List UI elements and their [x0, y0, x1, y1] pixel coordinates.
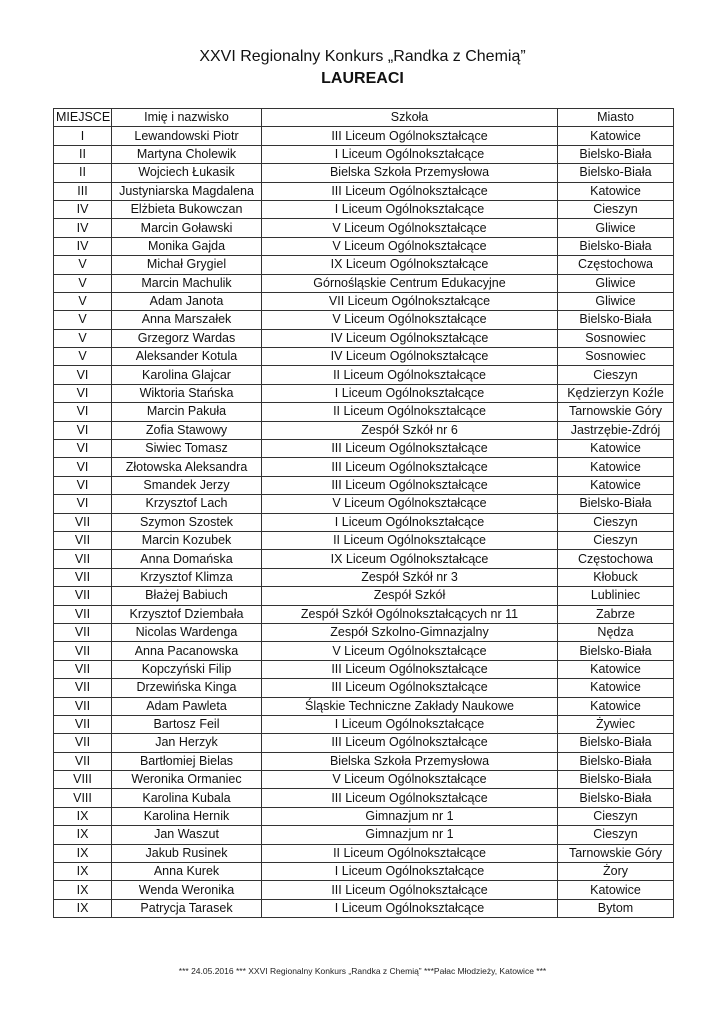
place-cell: VII [54, 513, 112, 531]
school-cell: Gimnazjum nr 1 [262, 807, 558, 825]
city-cell: Bytom [558, 899, 674, 917]
name-cell: Patrycja Tarasek [112, 899, 262, 917]
table-row [54, 219, 674, 237]
city-cell: Katowice [558, 881, 674, 899]
table-row [54, 844, 674, 862]
document-header [0, 46, 725, 90]
place-cell: VII [54, 550, 112, 568]
page-footer: *** 24.05.2016 *** XXVI Regionalny Konkurs „Randka z Chemią” ***Pałac Młodzieży, Katowice *** [178, 966, 547, 976]
city-cell: Katowice [558, 440, 674, 458]
place-cell: V [54, 274, 112, 292]
table-row [54, 256, 674, 274]
school-cell: IX Liceum Ogólnokształcące [262, 550, 558, 568]
place-cell: VII [54, 623, 112, 641]
city-cell: Cieszyn [558, 366, 674, 384]
table-row [54, 348, 674, 366]
school-cell: III Liceum Ogólnokształcące [262, 789, 558, 807]
place-cell: VII [54, 531, 112, 549]
name-cell: Michał Grygiel [112, 256, 262, 274]
table-row [54, 476, 674, 494]
table-row [54, 513, 674, 531]
name-cell: Smandek Jerzy [112, 476, 262, 494]
school-cell: III Liceum Ogólnokształcące [262, 458, 558, 476]
laureates-table [53, 108, 674, 918]
name-cell: Weronika Ormaniec [112, 771, 262, 789]
city-cell: Katowice [558, 476, 674, 494]
school-cell: I Liceum Ogólnokształcące [262, 899, 558, 917]
city-cell: Bielsko-Biała [558, 752, 674, 770]
name-cell: Nicolas Wardenga [112, 623, 262, 641]
name-cell: Adam Pawleta [112, 697, 262, 715]
name-cell: Elżbieta Bukowczan [112, 200, 262, 218]
table-row [54, 274, 674, 292]
city-cell: Gliwice [558, 274, 674, 292]
place-cell: VII [54, 715, 112, 733]
school-cell: III Liceum Ogólnokształcące [262, 182, 558, 200]
school-cell: I Liceum Ogólnokształcące [262, 200, 558, 218]
name-cell: Wiktoria Stańska [112, 384, 262, 402]
city-cell: Kłobuck [558, 568, 674, 586]
place-cell: IX [54, 863, 112, 881]
school-cell: Górnośląskie Centrum Edukacyjne [262, 274, 558, 292]
city-cell: Katowice [558, 182, 674, 200]
city-cell: Bielsko-Biała [558, 734, 674, 752]
table-row [54, 642, 674, 660]
table-row [54, 550, 674, 568]
name-cell: Wenda Weronika [112, 881, 262, 899]
column-header-school: Szkoła [262, 109, 558, 127]
column-header-name: Imię i nazwisko [112, 109, 262, 127]
name-cell: Monika Gajda [112, 237, 262, 255]
table-row [54, 531, 674, 549]
school-cell: Śląskie Techniczne Zakłady Naukowe [262, 697, 558, 715]
table-row [54, 826, 674, 844]
document-subtitle: LAUREACI [321, 70, 404, 87]
table-row [54, 311, 674, 329]
table-row [54, 182, 674, 200]
table-row [54, 495, 674, 513]
school-cell: II Liceum Ogólnokształcące [262, 366, 558, 384]
city-cell: Nędza [558, 623, 674, 641]
city-cell: Katowice [558, 660, 674, 678]
school-cell: V Liceum Ogólnokształcące [262, 219, 558, 237]
school-cell: III Liceum Ogólnokształcące [262, 679, 558, 697]
city-cell: Zabrze [558, 605, 674, 623]
place-cell: II [54, 164, 112, 182]
city-cell: Żory [558, 863, 674, 881]
place-cell: VI [54, 384, 112, 402]
place-cell: I [54, 127, 112, 145]
school-cell: Bielska Szkoła Przemysłowa [262, 164, 558, 182]
table-row [54, 440, 674, 458]
city-cell: Żywiec [558, 715, 674, 733]
city-cell: Cieszyn [558, 807, 674, 825]
table-row [54, 200, 674, 218]
name-cell: Siwiec Tomasz [112, 440, 262, 458]
table-row [54, 679, 674, 697]
city-cell: Bielsko-Biała [558, 771, 674, 789]
city-cell: Katowice [558, 458, 674, 476]
city-cell: Bielsko-Biała [558, 789, 674, 807]
name-cell: Jakub Rusinek [112, 844, 262, 862]
table-row [54, 697, 674, 715]
table-row [54, 458, 674, 476]
place-cell: VIII [54, 789, 112, 807]
city-cell: Gliwice [558, 219, 674, 237]
place-cell: VII [54, 568, 112, 586]
city-cell: Częstochowa [558, 256, 674, 274]
school-cell: I Liceum Ogólnokształcące [262, 145, 558, 163]
school-cell: Gimnazjum nr 1 [262, 826, 558, 844]
table-row [54, 329, 674, 347]
place-cell: IV [54, 237, 112, 255]
name-cell: Karolina Kubala [112, 789, 262, 807]
name-cell: Anna Pacanowska [112, 642, 262, 660]
place-cell: VI [54, 476, 112, 494]
table-row [54, 568, 674, 586]
school-cell: Zespół Szkolno-Gimnazjalny [262, 623, 558, 641]
name-cell: Szymon Szostek [112, 513, 262, 531]
table-row [54, 384, 674, 402]
name-cell: Drzewińska Kinga [112, 679, 262, 697]
place-cell: VII [54, 679, 112, 697]
school-cell: IV Liceum Ogólnokształcące [262, 348, 558, 366]
place-cell: VIII [54, 771, 112, 789]
name-cell: Bartosz Feil [112, 715, 262, 733]
name-cell: Marcin Pakuła [112, 403, 262, 421]
table-row [54, 403, 674, 421]
place-cell: VI [54, 440, 112, 458]
table-row [54, 237, 674, 255]
table-row [54, 752, 674, 770]
city-cell: Bielsko-Biała [558, 237, 674, 255]
table-row [54, 881, 674, 899]
place-cell: VI [54, 458, 112, 476]
school-cell: II Liceum Ogólnokształcące [262, 403, 558, 421]
city-cell: Bielsko-Biała [558, 311, 674, 329]
name-cell: Anna Marszałek [112, 311, 262, 329]
table-row [54, 734, 674, 752]
name-cell: Błażej Babiuch [112, 587, 262, 605]
place-cell: IX [54, 807, 112, 825]
city-cell: Cieszyn [558, 531, 674, 549]
school-cell: V Liceum Ogólnokształcące [262, 495, 558, 513]
school-cell: I Liceum Ogólnokształcące [262, 384, 558, 402]
table-body [54, 127, 674, 918]
place-cell: VII [54, 697, 112, 715]
school-cell: III Liceum Ogólnokształcące [262, 660, 558, 678]
place-cell: VII [54, 587, 112, 605]
city-cell: Bielsko-Biała [558, 164, 674, 182]
table-row [54, 899, 674, 917]
school-cell: V Liceum Ogólnokształcące [262, 311, 558, 329]
place-cell: IX [54, 881, 112, 899]
city-cell: Kędzierzyn Koźle [558, 384, 674, 402]
city-cell: Jastrzębie-Zdrój [558, 421, 674, 439]
name-cell: Złotowska Aleksandra [112, 458, 262, 476]
table-row [54, 164, 674, 182]
city-cell: Katowice [558, 697, 674, 715]
school-cell: Zespół Szkół nr 6 [262, 421, 558, 439]
place-cell: IV [54, 200, 112, 218]
place-cell: II [54, 145, 112, 163]
place-cell: VII [54, 642, 112, 660]
table-row [54, 789, 674, 807]
name-cell: Aleksander Kotula [112, 348, 262, 366]
place-cell: VII [54, 734, 112, 752]
name-cell: Jan Waszut [112, 826, 262, 844]
city-cell: Cieszyn [558, 826, 674, 844]
name-cell: Lewandowski Piotr [112, 127, 262, 145]
name-cell: Marcin Goławski [112, 219, 262, 237]
table-row [54, 421, 674, 439]
city-cell: Lubliniec [558, 587, 674, 605]
place-cell: V [54, 292, 112, 310]
city-cell: Katowice [558, 127, 674, 145]
place-cell: III [54, 182, 112, 200]
name-cell: Anna Kurek [112, 863, 262, 881]
school-cell: III Liceum Ogólnokształcące [262, 440, 558, 458]
school-cell: II Liceum Ogólnokształcące [262, 531, 558, 549]
name-cell: Wojciech Łukasik [112, 164, 262, 182]
city-cell: Tarnowskie Góry [558, 403, 674, 421]
school-cell: IV Liceum Ogólnokształcące [262, 329, 558, 347]
school-cell: III Liceum Ogólnokształcące [262, 734, 558, 752]
place-cell: VII [54, 752, 112, 770]
place-cell: VI [54, 421, 112, 439]
school-cell: V Liceum Ogólnokształcące [262, 237, 558, 255]
name-cell: Adam Janota [112, 292, 262, 310]
school-cell: III Liceum Ogólnokształcące [262, 127, 558, 145]
city-cell: Tarnowskie Góry [558, 844, 674, 862]
place-cell: V [54, 348, 112, 366]
school-cell: I Liceum Ogólnokształcące [262, 513, 558, 531]
table-row [54, 807, 674, 825]
table-row [54, 863, 674, 881]
table-row [54, 587, 674, 605]
name-cell: Bartłomiej Bielas [112, 752, 262, 770]
city-cell: Sosnowiec [558, 348, 674, 366]
school-cell: Zespół Szkół nr 3 [262, 568, 558, 586]
city-cell: Katowice [558, 679, 674, 697]
school-cell: III Liceum Ogólnokształcące [262, 476, 558, 494]
school-cell: V Liceum Ogólnokształcące [262, 771, 558, 789]
school-cell: I Liceum Ogólnokształcące [262, 715, 558, 733]
school-cell: I Liceum Ogólnokształcące [262, 863, 558, 881]
school-cell: VII Liceum Ogólnokształcące [262, 292, 558, 310]
name-cell: Kopczyński Filip [112, 660, 262, 678]
name-cell: Karolina Hernik [112, 807, 262, 825]
table-row [54, 660, 674, 678]
city-cell: Cieszyn [558, 200, 674, 218]
city-cell: Częstochowa [558, 550, 674, 568]
city-cell: Bielsko-Biała [558, 642, 674, 660]
name-cell: Anna Domańska [112, 550, 262, 568]
name-cell: Justyniarska Magdalena [112, 182, 262, 200]
name-cell: Krzysztof Lach [112, 495, 262, 513]
place-cell: VI [54, 495, 112, 513]
name-cell: Jan Herzyk [112, 734, 262, 752]
name-cell: Krzysztof Klimza [112, 568, 262, 586]
name-cell: Grzegorz Wardas [112, 329, 262, 347]
city-cell: Cieszyn [558, 513, 674, 531]
name-cell: Marcin Kozubek [112, 531, 262, 549]
table-row [54, 715, 674, 733]
column-header-place: MIEJSCE [54, 109, 112, 127]
school-cell: V Liceum Ogólnokształcące [262, 642, 558, 660]
place-cell: IX [54, 899, 112, 917]
place-cell: IV [54, 219, 112, 237]
place-cell: VII [54, 605, 112, 623]
table-row [54, 145, 674, 163]
table-row [54, 605, 674, 623]
table-row [54, 292, 674, 310]
city-cell: Gliwice [558, 292, 674, 310]
document-title: XXVI Regionalny Konkurs „Randka z Chemią” [199, 48, 526, 65]
place-cell: IX [54, 844, 112, 862]
school-cell: IX Liceum Ogólnokształcące [262, 256, 558, 274]
name-cell: Marcin Machulik [112, 274, 262, 292]
school-cell: II Liceum Ogólnokształcące [262, 844, 558, 862]
place-cell: V [54, 311, 112, 329]
city-cell: Bielsko-Biała [558, 495, 674, 513]
school-cell: Zespół Szkół [262, 587, 558, 605]
place-cell: VII [54, 660, 112, 678]
name-cell: Karolina Glajcar [112, 366, 262, 384]
place-cell: V [54, 329, 112, 347]
school-cell: III Liceum Ogólnokształcące [262, 881, 558, 899]
school-cell: Zespół Szkół Ogólnokształcących nr 11 [262, 605, 558, 623]
name-cell: Zofia Stawowy [112, 421, 262, 439]
table-row [54, 127, 674, 145]
place-cell: VI [54, 366, 112, 384]
school-cell: Bielska Szkoła Przemysłowa [262, 752, 558, 770]
table-row [54, 771, 674, 789]
table-header-row [54, 109, 674, 127]
place-cell: VI [54, 403, 112, 421]
city-cell: Sosnowiec [558, 329, 674, 347]
name-cell: Martyna Cholewik [112, 145, 262, 163]
table-row [54, 366, 674, 384]
place-cell: V [54, 256, 112, 274]
table-row [54, 623, 674, 641]
city-cell: Bielsko-Biała [558, 145, 674, 163]
column-header-city: Miasto [558, 109, 674, 127]
name-cell: Krzysztof Dziembała [112, 605, 262, 623]
place-cell: IX [54, 826, 112, 844]
